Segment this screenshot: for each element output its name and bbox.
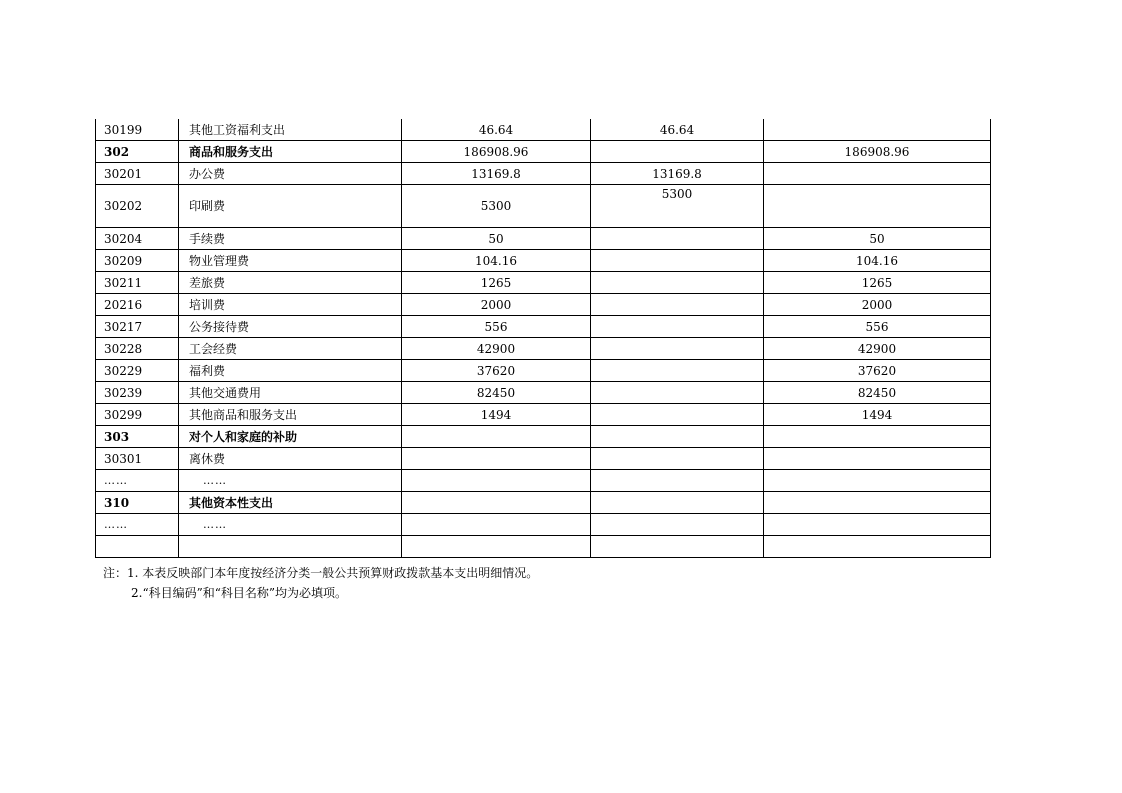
table-row bbox=[96, 338, 991, 360]
public-amount: 37620 bbox=[764, 360, 991, 382]
personnel-amount bbox=[591, 448, 764, 470]
public-amount bbox=[764, 163, 991, 185]
expenditure-detail-table bbox=[95, 119, 991, 558]
table-row bbox=[96, 514, 991, 536]
public-amount: 104.16 bbox=[764, 250, 991, 272]
account-code: 30201 bbox=[96, 163, 179, 185]
table-row bbox=[96, 272, 991, 294]
account-code: …… bbox=[96, 514, 179, 536]
total-amount: 104.16 bbox=[402, 250, 591, 272]
account-name: 办公费 bbox=[179, 163, 402, 185]
account-code: 30209 bbox=[96, 250, 179, 272]
account-code: 30228 bbox=[96, 338, 179, 360]
public-amount bbox=[764, 492, 991, 514]
personnel-amount: 5300 bbox=[591, 185, 764, 228]
personnel-amount bbox=[591, 338, 764, 360]
total-amount: 37620 bbox=[402, 360, 591, 382]
total-amount: 13169.8 bbox=[402, 163, 591, 185]
account-code: 30301 bbox=[96, 448, 179, 470]
public-amount bbox=[764, 426, 991, 448]
account-name: 印刷费 bbox=[179, 185, 402, 228]
public-amount bbox=[764, 514, 991, 536]
personnel-amount bbox=[591, 404, 764, 426]
total-amount bbox=[402, 514, 591, 536]
account-name: 培训费 bbox=[179, 294, 402, 316]
personnel-amount bbox=[591, 492, 764, 514]
account-code: 30299 bbox=[96, 404, 179, 426]
personnel-amount bbox=[591, 470, 764, 492]
public-amount: 556 bbox=[764, 316, 991, 338]
account-name: 工会经费 bbox=[179, 338, 402, 360]
public-amount bbox=[764, 119, 991, 141]
total-amount: 46.64 bbox=[402, 119, 591, 141]
account-code: 310 bbox=[96, 492, 179, 514]
table-row bbox=[96, 404, 991, 426]
total-amount: 82450 bbox=[402, 382, 591, 404]
table-row bbox=[96, 228, 991, 250]
total-amount: 2000 bbox=[402, 294, 591, 316]
account-name: 差旅费 bbox=[179, 272, 402, 294]
table-row bbox=[96, 448, 991, 470]
total-amount bbox=[402, 536, 591, 558]
total-amount: 50 bbox=[402, 228, 591, 250]
account-code: 303 bbox=[96, 426, 179, 448]
table-row bbox=[96, 426, 991, 448]
total-amount: 42900 bbox=[402, 338, 591, 360]
public-amount bbox=[764, 470, 991, 492]
account-name: 其他资本性支出 bbox=[179, 492, 402, 514]
total-amount: 556 bbox=[402, 316, 591, 338]
personnel-amount bbox=[591, 294, 764, 316]
account-code: 30204 bbox=[96, 228, 179, 250]
personnel-amount bbox=[591, 360, 764, 382]
account-name: 其他交通费用 bbox=[179, 382, 402, 404]
public-amount bbox=[764, 185, 991, 228]
personnel-amount: 46.64 bbox=[591, 119, 764, 141]
account-name: 其他商品和服务支出 bbox=[179, 404, 402, 426]
table-row bbox=[96, 163, 991, 185]
public-amount: 2000 bbox=[764, 294, 991, 316]
total-amount: 186908.96 bbox=[402, 141, 591, 163]
personnel-amount bbox=[591, 382, 764, 404]
total-amount bbox=[402, 426, 591, 448]
table-row bbox=[96, 470, 991, 492]
account-name: 手续费 bbox=[179, 228, 402, 250]
table-row bbox=[96, 382, 991, 404]
account-name: …… bbox=[179, 470, 402, 492]
public-amount: 50 bbox=[764, 228, 991, 250]
public-amount bbox=[764, 536, 991, 558]
account-code: 30217 bbox=[96, 316, 179, 338]
account-code: 302 bbox=[96, 141, 179, 163]
personnel-amount bbox=[591, 316, 764, 338]
table-row bbox=[96, 492, 991, 514]
account-name bbox=[179, 536, 402, 558]
note-line-2: 2.“科目编码”和“科目名称”均为必填项。 bbox=[131, 586, 347, 600]
account-name: …… bbox=[179, 514, 402, 536]
public-amount: 1494 bbox=[764, 404, 991, 426]
personnel-amount bbox=[591, 228, 764, 250]
public-amount: 186908.96 bbox=[764, 141, 991, 163]
total-amount: 5300 bbox=[402, 185, 591, 228]
table-row bbox=[96, 294, 991, 316]
personnel-amount bbox=[591, 514, 764, 536]
account-code: 20216 bbox=[96, 294, 179, 316]
note-line-1: 注：1. 本表反映部门本年度按经济分类一般公共预算财政拨款基本支出明细情况。 bbox=[103, 566, 539, 580]
account-code: 30202 bbox=[96, 185, 179, 228]
table-row bbox=[96, 141, 991, 163]
account-name: 公务接待费 bbox=[179, 316, 402, 338]
account-code: 30211 bbox=[96, 272, 179, 294]
public-amount bbox=[764, 448, 991, 470]
personnel-amount: 13169.8 bbox=[591, 163, 764, 185]
table-row bbox=[96, 316, 991, 338]
account-code: 30229 bbox=[96, 360, 179, 382]
personnel-amount bbox=[591, 426, 764, 448]
total-amount bbox=[402, 470, 591, 492]
account-code: 30239 bbox=[96, 382, 179, 404]
account-name: 离休费 bbox=[179, 448, 402, 470]
account-name: 福利费 bbox=[179, 360, 402, 382]
table-row bbox=[96, 360, 991, 382]
account-code: 30199 bbox=[96, 119, 179, 141]
account-name: 商品和服务支出 bbox=[179, 141, 402, 163]
personnel-amount bbox=[591, 141, 764, 163]
total-amount: 1265 bbox=[402, 272, 591, 294]
total-amount bbox=[402, 492, 591, 514]
table-row bbox=[96, 250, 991, 272]
public-amount: 42900 bbox=[764, 338, 991, 360]
table-notes bbox=[103, 563, 538, 603]
account-name: 对个人和家庭的补助 bbox=[179, 426, 402, 448]
account-code bbox=[96, 536, 179, 558]
account-name: 其他工资福利支出 bbox=[179, 119, 402, 141]
account-name: 物业管理费 bbox=[179, 250, 402, 272]
account-code: …… bbox=[96, 470, 179, 492]
personnel-amount bbox=[591, 536, 764, 558]
total-amount: 1494 bbox=[402, 404, 591, 426]
public-amount: 82450 bbox=[764, 382, 991, 404]
table-row bbox=[96, 185, 991, 228]
personnel-amount bbox=[591, 250, 764, 272]
table-row bbox=[96, 119, 991, 141]
table-row bbox=[96, 536, 991, 558]
total-amount bbox=[402, 448, 591, 470]
personnel-amount bbox=[591, 272, 764, 294]
public-amount: 1265 bbox=[764, 272, 991, 294]
